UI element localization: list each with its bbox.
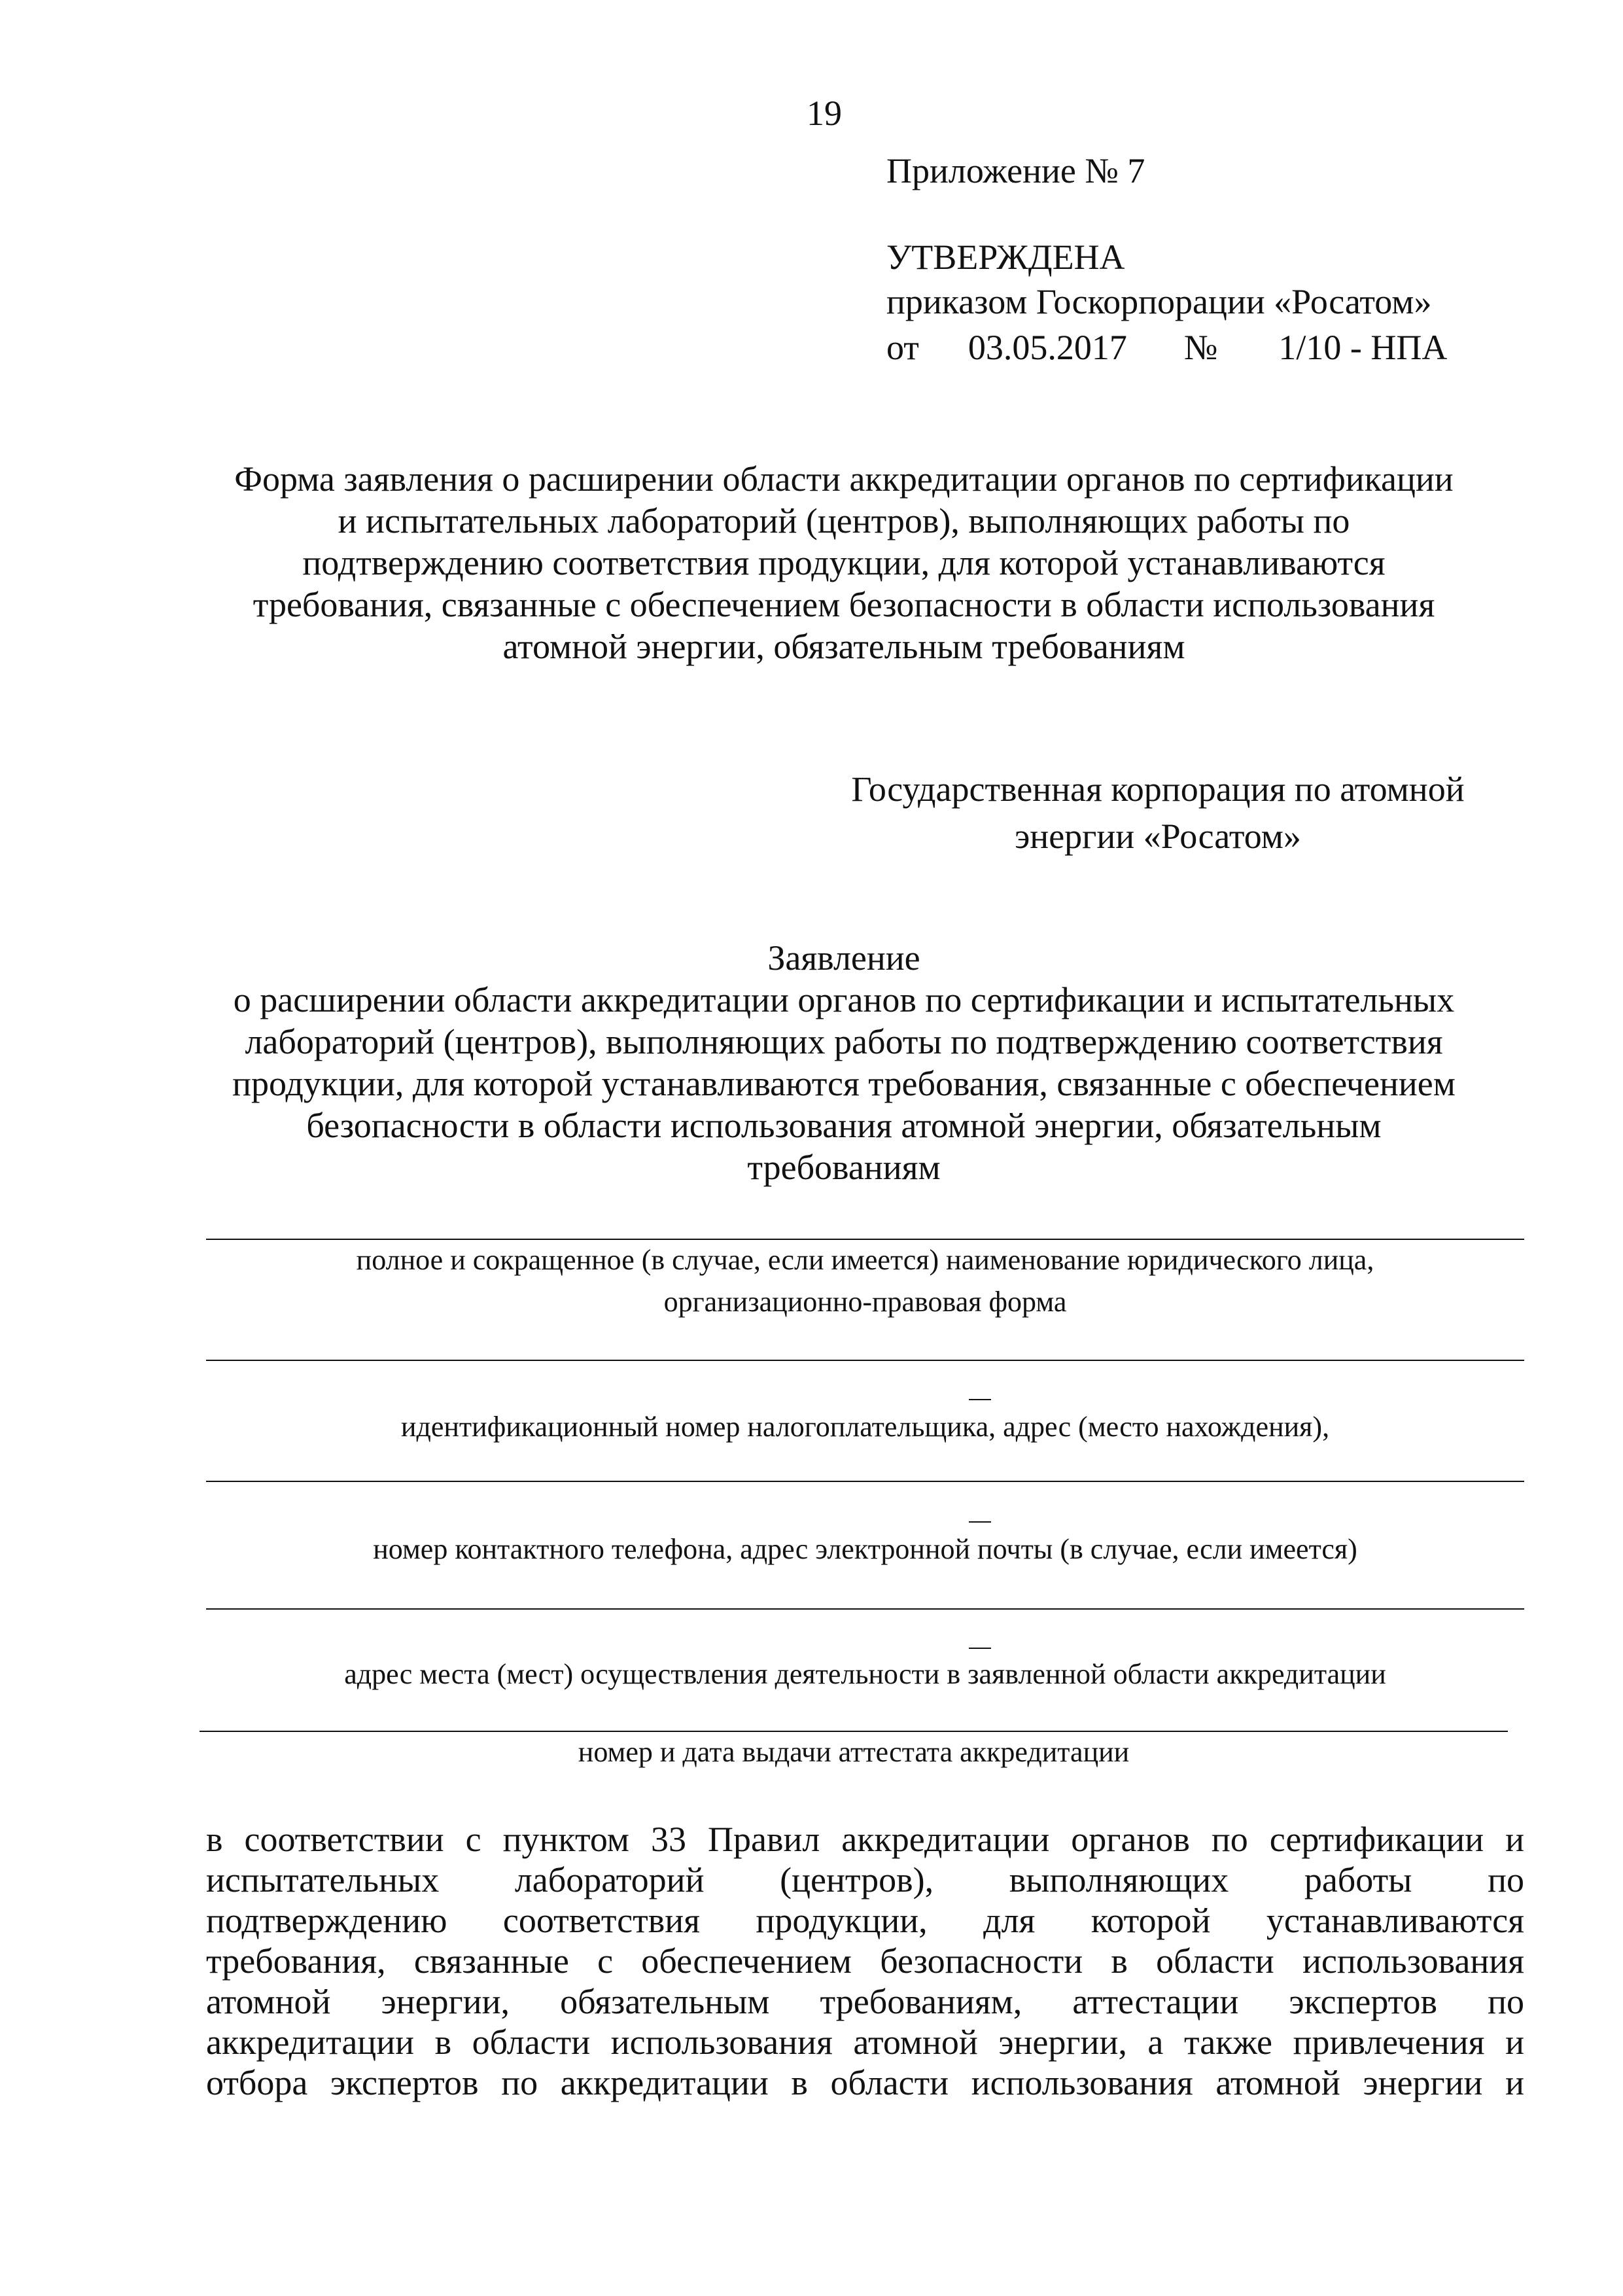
form-title-line: атомной энергии, обязательным требованиям [502, 627, 1185, 666]
statement-line: о расширении области аккредитации органов по сертификации и испытательных [233, 980, 1455, 1019]
appendix-label: Приложение № 7 [886, 151, 1145, 190]
order-line: приказом Госкорпорации «Росатом» [886, 282, 1432, 321]
certificate-caption: номер и дата выдачи аттестата аккредитации [578, 1736, 1130, 1768]
dash-mark [969, 1648, 991, 1649]
statement-line: требованиям [747, 1148, 941, 1187]
body-line: аккредитации в области использования атомной энергии, а также привлечения и [206, 2022, 1524, 2062]
activity-address-field[interactable] [206, 1608, 1524, 1693]
addressee-line: Государственная корпорация по атомной [851, 769, 1465, 809]
contacts-caption: номер контактного телефона, адрес электронной почты (в случае, если имеется) [373, 1533, 1357, 1565]
page-number: 19 [807, 94, 842, 133]
form-title [196, 458, 1492, 667]
legal-name-field[interactable] [206, 1239, 1524, 1321]
body-line: отбора экспертов по аккредитации в области использования атомной энергии и [206, 2063, 1524, 2102]
dash-mark [969, 1399, 991, 1400]
fill-line [206, 1608, 1524, 1610]
order-date-line [886, 327, 1447, 368]
activity-address-caption: адрес места (мест) осуществления деятельности в заявленной области аккредитации [344, 1658, 1386, 1690]
body-line: испытательных лабораторий (центров), выполняющих работы по [206, 1860, 1524, 1899]
order-number: 1/10 - НПА [1278, 328, 1448, 367]
inn-address-caption: идентификационный номер налогоплательщика, адрес (место нахождения), [400, 1411, 1330, 1443]
form-title-line: подтверждению соответствия продукции, для которой устанавливаются [302, 543, 1386, 582]
dash-mark [969, 1521, 991, 1523]
approved-label: УТВЕРЖДЕНА [886, 238, 1125, 277]
legal-form-caption: организационно-правовая форма [663, 1286, 1067, 1318]
body-line: требования, связанные с обеспечением безопасности в области использования [206, 1941, 1524, 1981]
body-line: в соответствии с пунктом 33 Правил аккредитации органов по сертификации и [206, 1820, 1524, 1859]
addressee-line: энергии «Росатом» [1015, 817, 1301, 856]
body-line: подтверждению соответствия продукции, для которой устанавливаются [206, 1901, 1524, 1940]
statement-line: продукции, для которой устанавливаются требования, связанные с обеспечением [232, 1064, 1456, 1103]
fill-line [206, 1360, 1524, 1361]
body-paragraph [206, 1819, 1524, 2103]
certificate-field[interactable] [200, 1731, 1508, 1771]
form-title-line: Форма заявления о расширении области аккредитации органов по сертификации [234, 459, 1454, 499]
statement-line: лабораторий (центров), выполняющих работы по подтверждению соответствия [245, 1022, 1443, 1061]
statement-block [196, 937, 1492, 1188]
inn-address-field[interactable] [206, 1360, 1524, 1446]
legal-name-caption: полное и сокращенное (в случае, если имеется) наименование юридического лица, [356, 1244, 1374, 1276]
contacts-field[interactable] [206, 1481, 1524, 1568]
date-prefix: от [886, 328, 919, 367]
number-sign: № [1183, 328, 1218, 367]
form-title-line: требования, связанные с обеспечением безопасности в области использования [253, 585, 1435, 624]
fill-line [206, 1481, 1524, 1482]
form-title-line: и испытательных лабораторий (центров), выполняющих работы по [338, 501, 1350, 540]
addressee [811, 766, 1505, 860]
body-line: атомной энергии, обязательным требованиям, аттестации экспертов по [206, 1982, 1524, 2021]
statement-heading: Заявление [767, 938, 920, 978]
fill-line [200, 1731, 1508, 1732]
order-date: 03.05.2017 [968, 328, 1127, 367]
statement-line: безопасности в области использования атомной энергии, обязательным [306, 1106, 1382, 1145]
fill-line [206, 1239, 1524, 1240]
